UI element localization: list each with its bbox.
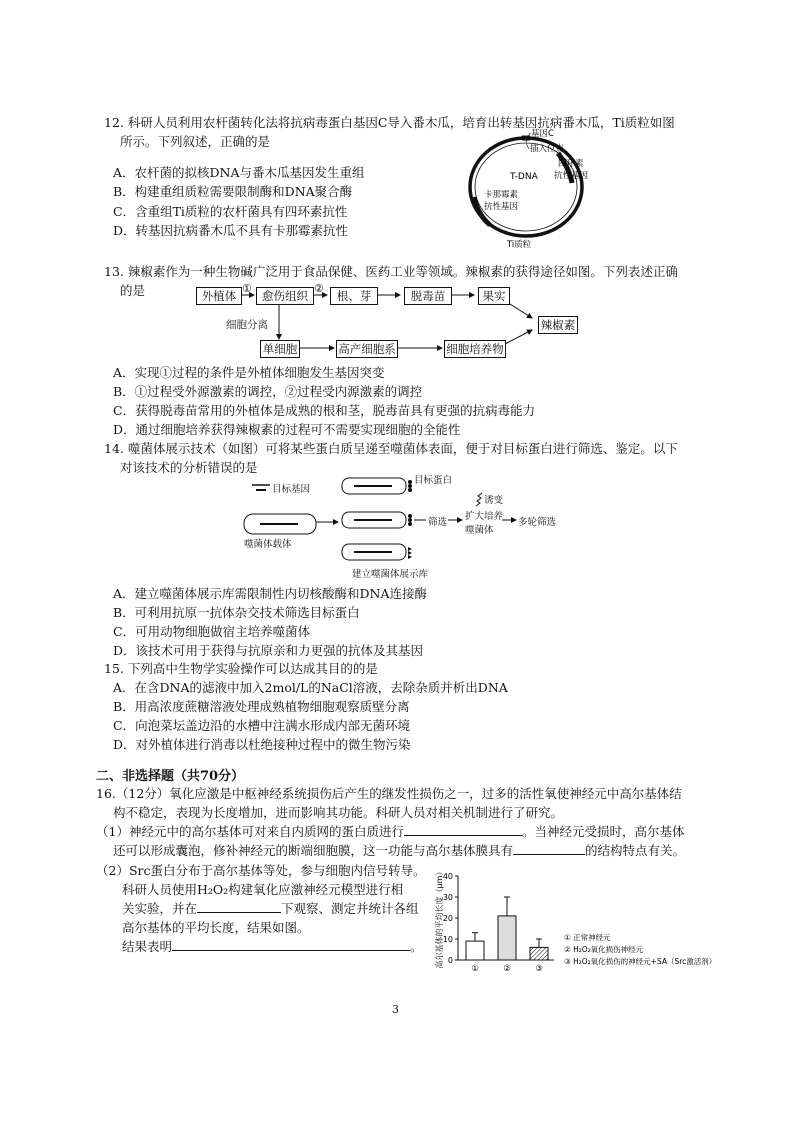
q12-option-b: B．构建重组质粒需要限制酶和DNA聚合酶 <box>113 184 353 199</box>
q13-option-a: A．实现①过程的条件是外植体细胞发生基因突变 <box>113 365 385 380</box>
q16-part2-line2: 科研人员使用H₂O₂构建氧化应激神经元模型进行相 <box>122 882 404 897</box>
chart-y-axis-label: 高尔基体的平均长度（μm） <box>435 868 444 969</box>
q12-option-d: D．转基因抗病番木瓜不具有卡那霉素抗性 <box>113 223 349 238</box>
phage-label-multi-round: 多轮筛选 <box>518 517 557 528</box>
q16-part2-line5 <box>122 937 423 956</box>
flow-virus-free: 脱毒苗 <box>404 287 452 305</box>
phage-label-library: 建立噬菌体展示库 <box>352 569 429 580</box>
chart-x-tick-label: ③ <box>535 964 543 974</box>
q16-part2-line4: 高尔基体的平均长度，结果如图。 <box>122 920 310 935</box>
plasmid-label-tdna: T-DNA <box>510 172 538 182</box>
flow-callus: 愈伤组织 <box>256 287 314 305</box>
flow-single-cell: 单细胞 <box>260 340 300 358</box>
chart-y-tick-label: 0 <box>447 956 453 965</box>
q16-part1-line1 <box>96 822 684 841</box>
q14-stem-line1: 14. 噬菌体展示技术（如图）可将某些蛋白质呈递至噬菌体表面，便于对目标蛋白进行筛选、鉴定。以下 <box>104 441 678 456</box>
chart-y-tick-label: 20 <box>442 914 453 923</box>
q16-stem-line1: 16.（12分）氧化应激是中枢神经系统损伤后产生的继发性损伤之一，过多的活性氧使神经元中高尔基体结 <box>96 786 682 801</box>
flow-high-yield-line: 高产细胞系 <box>336 340 398 358</box>
q16-p2-text-3a: 关实验，并在 <box>122 901 198 916</box>
chart-bars <box>466 897 548 974</box>
q16-p2-text-5-end: 。 <box>410 939 423 954</box>
phage-label-screen: 筛选 <box>428 517 448 528</box>
flow-cell-culture: 细胞培养物 <box>444 340 506 358</box>
chart-y-tick-label: 30 <box>442 893 453 902</box>
chart-legend-entry: ③ H₂O₂氧化损伤的神经元+SA（Src激活剂） <box>564 957 717 966</box>
q15-option-a: A．在含DNA的滤液中加入2mol/L的NaCl溶液，去除杂质并析出DNA <box>113 680 508 695</box>
flow-fruit: 果实 <box>478 287 510 305</box>
chart-x-tick-label: ② <box>503 964 511 974</box>
q13-option-d: D．通过细胞培养获得辣椒素的过程可不需要实现细胞的全能性 <box>113 422 461 437</box>
q15-option-d: D．对外植体进行消毒以杜绝接种过程中的微生物污染 <box>113 737 411 752</box>
q16-p1-text-a: （1）神经元中的高尔基体可对来自内质网的蛋白质进行 <box>96 824 404 839</box>
q14-option-c: C．可用动物细胞做宿主培养噬菌体 <box>113 624 311 639</box>
plasmid-caption: Ti质粒 <box>507 240 532 250</box>
phage-label-target-protein: 目标蛋白 <box>414 475 453 486</box>
chart-legend-entry: ② H₂O₂氧化损伤神经元 <box>564 945 644 954</box>
chart-bar <box>466 941 484 960</box>
phage-label-target-gene: 目标基因 <box>272 484 311 495</box>
chart-legend-entry: ① 正常神经元 <box>564 933 611 942</box>
q16-blank-2[interactable] <box>513 854 585 855</box>
plasmid-label-tet2: 抗性基因 <box>554 171 589 181</box>
q14-option-d: D．该技术可用于获得与抗原亲和力更强的抗体及其基因 <box>113 643 424 658</box>
q12-option-c: C．含重组Ti质粒的农杆菌具有四环素抗性 <box>113 204 348 219</box>
golgi-length-chart <box>430 868 720 980</box>
q12-stem-line1: 12. 科研人员利用农杆菌转化法将抗病毒蛋白基因C导入番木瓜，培育出转基因抗病番木瓜，Ti质粒如图 <box>104 115 675 130</box>
q16-stem-line2: 构不稳定，表现为长度增加，进而影响其功能。科研人员对相关机制进行了研究。 <box>113 805 564 820</box>
flow-step2: ② <box>314 282 324 295</box>
q15-stem: 15. 下列高中生物学实验操作可以达成其目的的是 <box>104 661 378 676</box>
q14-option-a: A．建立噬菌体展示库需限制性内切核酸酶和DNA连接酶 <box>113 586 428 601</box>
q15-option-b: B．用高浓度蔗糖溶液处理成熟植物细胞观察质壁分离 <box>113 699 410 714</box>
page-number: 3 <box>392 1003 399 1016</box>
plasmid-label-gene-c: 基因C <box>531 129 554 139</box>
flow-capsaicin: 辣椒素 <box>538 316 578 334</box>
flow-step1: ① <box>242 282 252 295</box>
phage-label-mutate: 诱变 <box>484 495 504 506</box>
q16-p2-text-5: 结果表明 <box>122 939 173 954</box>
flow-root-bud: 根、芽 <box>330 287 378 305</box>
q16-part2-line3 <box>122 899 419 918</box>
q13-option-b: B．①过程受外源激素的调控，②过程受内源激素的调控 <box>113 384 423 399</box>
chart-legend <box>564 932 716 966</box>
q13-stem-line2: 的是 <box>120 283 146 298</box>
ti-plasmid-diagram <box>460 125 620 250</box>
q15-option-c: C．向泡菜坛盖边沿的水槽中注满水形成内部无菌环境 <box>113 718 411 733</box>
q16-p2-text-3b: 下观察、测定并统计各组 <box>281 901 419 916</box>
section2-title: 二、非选择题（共70分） <box>96 769 245 784</box>
q16-blank-4[interactable] <box>172 950 410 951</box>
plasmid-label-kan1: 卡那霉素 <box>484 190 519 200</box>
chart-bar <box>530 947 548 960</box>
phage-label-vector: 噬菌体载体 <box>244 539 292 550</box>
q13-stem-line1: 13. 辣椒素作为一种生物碱广泛用于食品保健、医药工业等领域。辣椒素的获得途径如图。下列表述正确 <box>104 264 678 279</box>
q16-blank-1[interactable] <box>404 835 522 836</box>
q16-part1-line2 <box>113 841 685 860</box>
q16-p1-text-d: 的结构特点有关。 <box>585 843 686 858</box>
q16-part2-line1: （2）Src蛋白分布于高尔基体等处，参与细胞内信号转导。 <box>96 863 426 878</box>
chart-y-tick-label: 10 <box>442 935 453 944</box>
phage-label-amplify1: 扩大培养 <box>465 511 504 522</box>
q12-stem-line2: 所示。下列叙述，正确的是 <box>120 134 271 149</box>
plasmid-label-insert-site: 插入位点 <box>530 144 565 154</box>
chart-y-tick-label: 40 <box>442 872 453 881</box>
chart-x-tick-label: ① <box>471 964 479 974</box>
phage-label-amplify2: 噬菌体 <box>465 525 494 536</box>
q12-option-a: A．农杆菌的拟核DNA与番木瓜基因发生重组 <box>113 165 365 180</box>
plasmid-label-kan2: 抗性基因 <box>484 202 519 212</box>
q13-option-c: C．获得脱毒苗常用的外植体是成熟的根和茎，脱毒苗具有更强的抗病毒能力 <box>113 403 536 418</box>
q16-p1-text-c: 还可以形成囊泡，修补神经元的断端细胞膜，这一功能与高尔基体膜具有 <box>113 843 514 858</box>
q14-option-b: B．可利用抗原一抗体杂交技术筛选目标蛋白 <box>113 605 360 620</box>
q14-stem-line2: 对该技术的分析错误的是 <box>120 460 258 475</box>
q16-p1-text-b: 。当神经元受损时，高尔基体 <box>521 824 685 839</box>
chart-bar <box>498 916 516 960</box>
flow-cell-separation: 细胞分离 <box>226 319 268 331</box>
q16-blank-3[interactable] <box>197 912 281 913</box>
plasmid-label-tet1: 四环素 <box>558 159 584 169</box>
flow-explant: 外植体 <box>196 287 242 305</box>
